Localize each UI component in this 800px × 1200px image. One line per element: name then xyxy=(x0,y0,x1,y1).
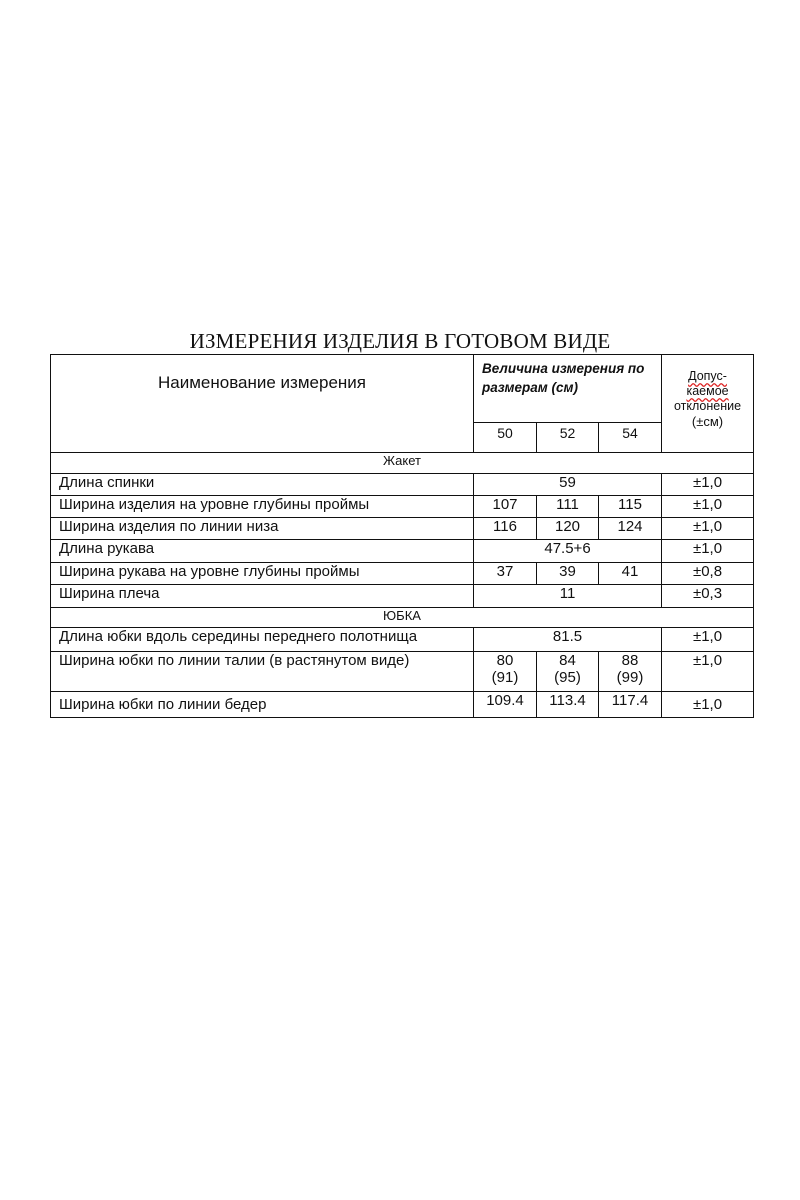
row-tolerance: ±1,0 xyxy=(662,540,754,563)
row-value-54: 124 xyxy=(599,518,662,540)
row-value: 11 xyxy=(474,585,662,608)
row-value-52: 113.4 xyxy=(537,692,599,718)
section-jacket: Жакет xyxy=(51,453,754,474)
value-stretched: (99) xyxy=(616,669,644,686)
table-row xyxy=(51,518,754,540)
row-name: Длина спинки xyxy=(51,474,474,496)
row-name: Ширина юбки по линии бедер xyxy=(51,692,474,718)
row-tolerance: ±1,0 xyxy=(662,652,754,692)
row-tolerance: ±1,0 xyxy=(662,692,754,718)
value-stretched: (91) xyxy=(491,669,519,686)
row-value: 47.5+6 xyxy=(474,540,662,563)
section-skirt: ЮБКА xyxy=(51,608,754,628)
row-name: Длина юбки вдоль середины переднего полотнища xyxy=(51,628,474,652)
value-main: 84 xyxy=(559,652,576,669)
measurements-table xyxy=(50,354,754,718)
page-title: ИЗМЕРЕНИЯ ИЗДЕЛИЯ В ГОТОВОМ ВИДЕ xyxy=(189,329,611,353)
table-row xyxy=(51,652,754,692)
header-size-column xyxy=(474,355,662,423)
header-tolerance-line2: каемое xyxy=(686,384,729,398)
header-size-50: 50 xyxy=(474,423,537,453)
header-size-54: 54 xyxy=(599,423,662,453)
table-row xyxy=(51,496,754,518)
row-value-52: 111 xyxy=(537,496,599,518)
row-value-52: 120 xyxy=(537,518,599,540)
row-tolerance: ±1,0 xyxy=(662,474,754,496)
row-name: Ширина рукава на уровне глубины проймы xyxy=(51,563,474,585)
row-value-52 xyxy=(537,652,599,692)
row-name: Ширина изделия по линии низа xyxy=(51,518,474,540)
row-value-50: 109.4 xyxy=(474,692,537,718)
row-value-50: 107 xyxy=(474,496,537,518)
row-value-52: 39 xyxy=(537,563,599,585)
row-tolerance: ±1,0 xyxy=(662,496,754,518)
row-tolerance: ±1,0 xyxy=(662,518,754,540)
row-name: Ширина юбки по линии талии (в растянутом виде) xyxy=(51,652,474,692)
value-main: 88 xyxy=(621,652,639,669)
row-value: 59 xyxy=(474,474,662,496)
row-value: 81.5 xyxy=(474,628,662,652)
table-row xyxy=(51,474,754,496)
row-name: Ширина изделия на уровне глубины проймы xyxy=(51,496,474,518)
row-value-54: 117.4 xyxy=(599,692,662,718)
row-value-54: 41 xyxy=(599,563,662,585)
value-main: 80 xyxy=(496,652,514,669)
header-size-line1: Величина измерения по xyxy=(482,361,645,376)
row-tolerance: ±0,3 xyxy=(662,585,754,608)
row-value-50 xyxy=(474,652,537,692)
header-name-column: Наименование измерения xyxy=(51,355,474,453)
table-row xyxy=(51,692,754,718)
row-value-54: 115 xyxy=(599,496,662,518)
row-tolerance: ±1,0 xyxy=(662,628,754,652)
row-tolerance: ±0,8 xyxy=(662,563,754,585)
header-size-52: 52 xyxy=(537,423,599,453)
table-row xyxy=(51,540,754,563)
table-row xyxy=(51,628,754,652)
header-tolerance-line1: Допус- xyxy=(688,369,727,383)
row-value-54 xyxy=(599,652,662,692)
value-stretched: (95) xyxy=(554,669,581,686)
table-row xyxy=(51,585,754,608)
row-value-50: 116 xyxy=(474,518,537,540)
header-size-line2: размерам (см) xyxy=(482,380,578,395)
header-tolerance-line4: (±см) xyxy=(691,414,724,429)
row-name: Ширина плеча xyxy=(51,585,474,608)
row-value-50: 37 xyxy=(474,563,537,585)
row-name: Длина рукава xyxy=(51,540,474,563)
table-row xyxy=(51,563,754,585)
header-tolerance-column xyxy=(662,355,754,453)
header-tolerance-line3: отклонение xyxy=(673,399,742,413)
